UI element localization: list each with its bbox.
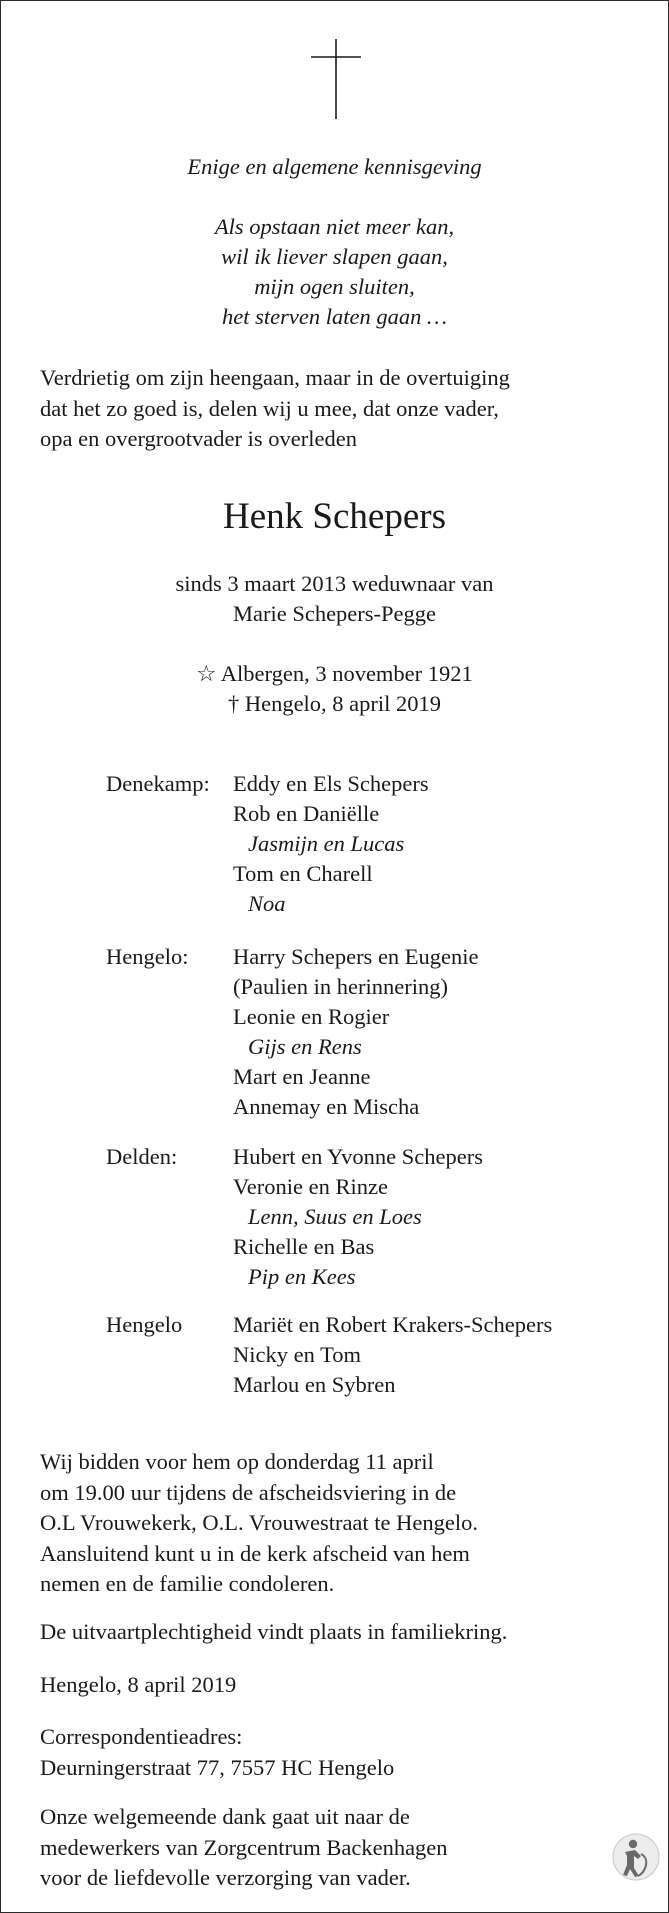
service-line: Aansluitend kunt u in de kerk afscheid van hem <box>40 1540 470 1566</box>
family-member: Mart en Jeanne <box>233 1064 371 1089</box>
family-member: Richelle en Bas <box>233 1234 375 1259</box>
memorial-logo-icon <box>611 1832 661 1882</box>
widower-line: sinds 3 maart 2013 weduwnaar van <box>175 571 494 596</box>
cross-icon <box>306 39 366 119</box>
family-place: Denekamp: <box>106 771 210 796</box>
notice-heading: Enige en algemene kennisgeving <box>187 154 482 179</box>
death-line: † Hengelo, 8 april 2019 <box>227 691 442 716</box>
family-place: Hengelo: <box>106 944 189 969</box>
intro-line: opa en overgrootvader is overleden <box>40 426 357 451</box>
thanks-line: Onze welgemeende dank gaat uit naar de <box>40 1804 410 1829</box>
service-line: Wij bidden voor hem op donderdag 11 april <box>40 1449 434 1474</box>
family-member: Hubert en Yvonne Schepers <box>233 1144 483 1169</box>
family-member: Tom en Charell <box>233 861 373 886</box>
funeral-text <box>40 1617 640 1648</box>
family-place: Hengelo <box>106 1312 183 1337</box>
family-place: Delden: <box>106 1144 178 1169</box>
poem-line: het sterven laten gaan … <box>222 304 447 329</box>
intro-line: dat het zo goed is, delen wij u mee, dat onze vader, <box>40 395 499 421</box>
intro-line: Verdrietig om zijn heengaan, maar in de overtuiging <box>40 365 510 390</box>
family-member: Mariët en Robert Krakers-Schepers <box>233 1312 553 1337</box>
place-date <box>40 1670 640 1701</box>
thanks-line: medewerkers van Zorgcentrum Backenhagen <box>40 1834 448 1860</box>
family-member: Eddy en Els Schepers <box>233 771 429 796</box>
intro-text <box>40 363 640 455</box>
widower-line: Marie Schepers-Pegge <box>232 601 437 626</box>
thanks-text <box>40 1802 640 1894</box>
family-member: (Paulien in herinnering) <box>233 974 448 999</box>
grandchildren: Gijs en Rens <box>248 1034 362 1059</box>
service-line: nemen en de familie condoleren. <box>40 1571 335 1596</box>
family-member: Marlou en Sybren <box>233 1372 396 1397</box>
birth-line: ☆ Albergen, 3 november 1921 <box>196 661 473 686</box>
grandchildren: Lenn, Suus en Loes <box>248 1204 422 1229</box>
service-line: O.L Vrouwekerk, O.L. Vrouwestraat te Hengelo. <box>40 1510 479 1535</box>
family-member: Annemay en Mischa <box>233 1094 420 1119</box>
deceased-name: Henk Schepers <box>223 496 446 537</box>
place-date-line: Hengelo, 8 april 2019 <box>40 1672 237 1697</box>
family-member: Veronie en Rinze <box>233 1174 388 1199</box>
funeral-line: De uitvaartplechtigheid vindt plaats in familiekring. <box>40 1619 508 1644</box>
family-member: Leonie en Rogier <box>233 1004 390 1029</box>
poem-line: mijn ogen sluiten, <box>254 274 415 299</box>
correspondence <box>40 1722 640 1783</box>
thanks-line: voor de liefdevolle verzorging van vader. <box>40 1865 411 1890</box>
correspondence-address: Deurningerstraat 77, 7557 HC Hengelo <box>40 1754 395 1780</box>
service-line: om 19.00 uur tijdens de afscheidsviering in de <box>40 1479 457 1505</box>
grandchildren: Noa <box>248 891 286 916</box>
poem-line: wil ik liever slapen gaan, <box>221 244 448 269</box>
family-member: Harry Schepers en Eugenie <box>233 944 479 969</box>
grandchildren: Pip en Kees <box>248 1264 356 1289</box>
grandchildren: Jasmijn en Lucas <box>248 831 405 856</box>
family-member: Nicky en Tom <box>233 1342 361 1367</box>
family-member: Rob en Daniëlle <box>233 801 380 826</box>
correspondence-label: Correspondentieadres: <box>40 1724 243 1749</box>
service-text <box>40 1447 640 1600</box>
poem-line: Als opstaan niet meer kan, <box>214 214 455 239</box>
